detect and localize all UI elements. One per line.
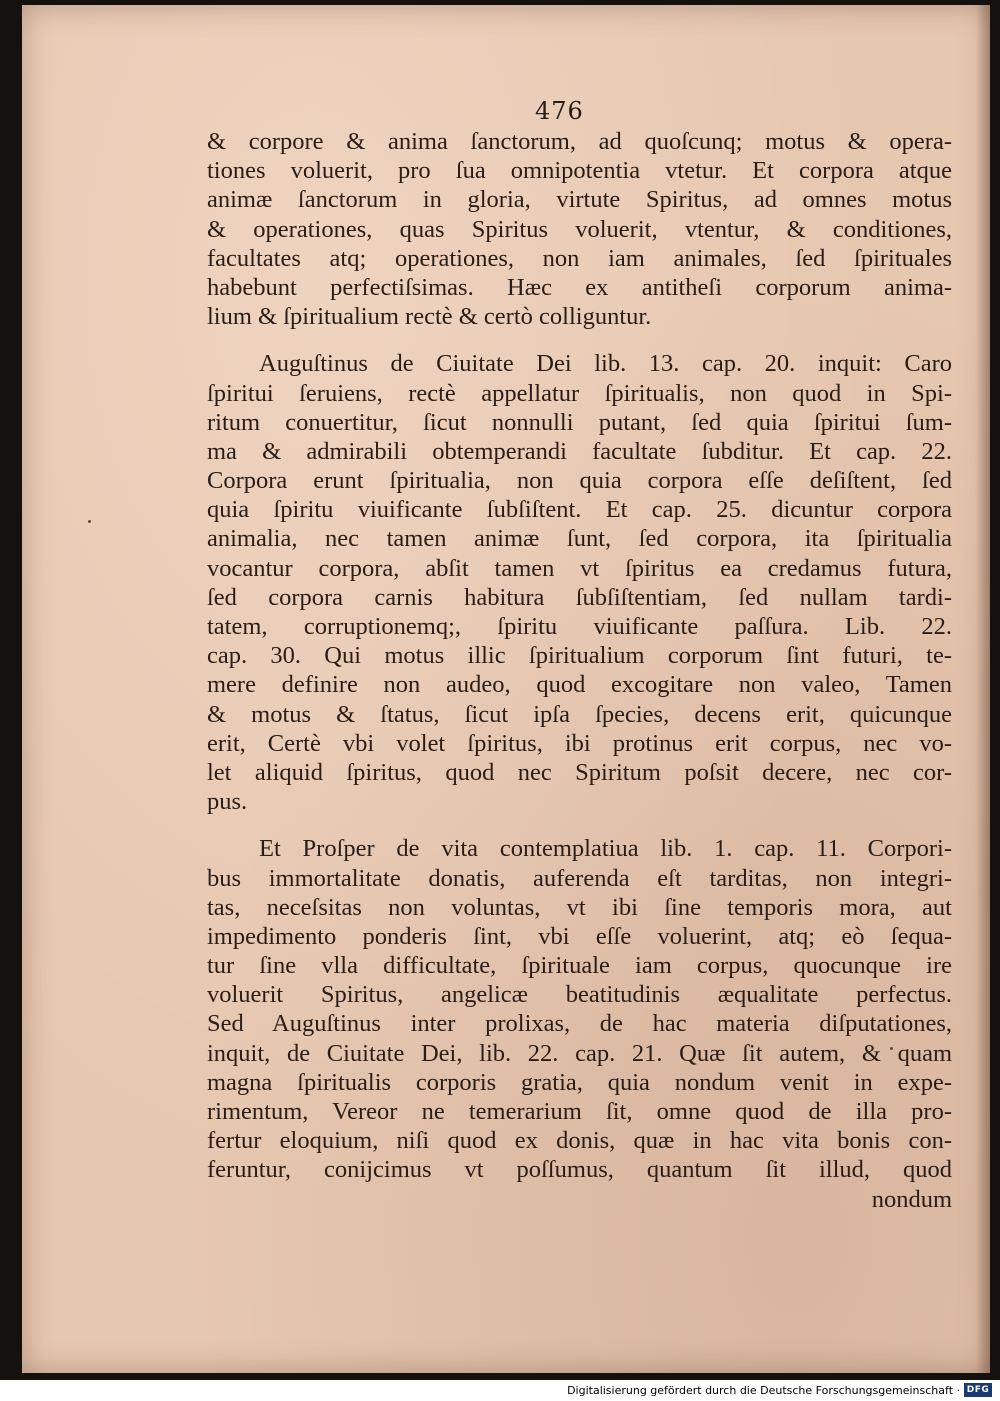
text-line: feruntur, conijcimus vt poſſumus, quantum ſit illud, quod: [207, 1156, 952, 1184]
text-line: impedimento ponderis ſint, vbi eſſe voluerint, atq; eò ſequa-: [207, 922, 952, 950]
dfg-logo: DFG: [964, 1383, 992, 1397]
text-line: & corpore & anima ſanctorum, ad quoſcunq; motus & opera-: [207, 128, 952, 155]
page-number: 476: [535, 97, 584, 125]
body-text: [207, 127, 952, 1214]
text-line: pus.: [207, 788, 248, 816]
text-line: lium & ſpiritualium rectè & certò colliguntur.: [207, 303, 652, 331]
paper-speck: [88, 520, 91, 523]
text-line: animæ ſanctorum in gloria, virtute Spiritus, ad omnes motus: [207, 186, 952, 214]
text-line: magna ſpiritualis corporis gratia, quia nondum venit in expe-: [207, 1068, 952, 1096]
text-line: cap. 30. Qui motus illic ſpiritualium corporum ſint futuri, te-: [207, 642, 952, 670]
paragraph-2: [207, 349, 952, 816]
text-line: mere definire non audeo, quod excogitare non valeo, Tamen: [207, 671, 952, 699]
paragraph-1: [207, 127, 952, 331]
text-line: & motus & ſtatus, ſicut ipſa ſpecies, decens erit, quicunque: [207, 700, 952, 728]
text-line: ma & admirabili obtemperandi facultate ſubditur. Et cap. 22.: [207, 437, 952, 465]
text-line: Corpora erunt ſpiritualia, non quia corpora eſſe deſiſtent, ſed: [207, 467, 952, 495]
paragraph-3: [207, 834, 952, 1213]
text-line: quia ſpiritu viuificante ſubſiſtent. Et cap. 25. dicuntur corpora: [207, 496, 952, 524]
text-line: tas, neceſsitas non voluntas, vt ibi ſine temporis mora, aut: [207, 893, 952, 921]
catchword: nondum: [871, 1185, 952, 1213]
text-line: bus immortalitate donatis, auferenda eſt tarditas, non integri-: [207, 864, 952, 892]
text-line: Sed Auguſtinus inter prolixas, de hac materia diſputationes,: [207, 1010, 952, 1038]
text-line: animalia, nec tamen animæ ſunt, ſed corpora, ita ſpiritualia: [207, 525, 952, 553]
text-line: inquit, de Ciuitate Dei, lib. 22. cap. 21. Quæ ſit autem, & quam: [207, 1039, 952, 1067]
text-line: ſpiritui ſeruiens, rectè appellatur ſpiritualis, non quod in Spi-: [207, 379, 952, 407]
text-line: fertur eloquium, niſi quod ex donis, quæ in hac vita bonis con-: [207, 1127, 952, 1155]
text-line: Auguſtinus de Ciuitate Dei lib. 13. cap. 20. inquit: Caro: [259, 350, 952, 378]
text-line: tiones voluerit, pro ſua omnipotentia vtetur. Et corpora atque: [207, 157, 952, 185]
text-line: rimentum, Vereor ne temerarium ſit, omne quod de illa pro-: [207, 1098, 952, 1125]
digitization-footer: [0, 1380, 1000, 1401]
text-line: facultates atq; operationes, non iam animales, ſed ſpirituales: [207, 244, 952, 272]
text-line: erit, Certè vbi volet ſpiritus, ibi protinus erit corpus, nec vo-: [207, 729, 952, 757]
funding-credit: Digitalisierung gefördert durch die Deutsche Forschungsgemeinschaft ·: [567, 1384, 960, 1397]
text-line: tatem, corruptionemq;, ſpiritu viuificante paſſura. Lib. 22.: [207, 613, 952, 640]
text-line: tur ſine vlla difficultate, ſpirituale iam corpus, quocunque ire: [207, 952, 952, 980]
text-line: habebunt perfectiſsimas. Hæc ex antitheſi corporum anima-: [207, 273, 952, 301]
text-line: ritum conuertitur, ſicut nonnulli putant, ſed quia ſpiritui ſum-: [207, 408, 952, 436]
text-line: voluerit Spiritus, angelicæ beatitudinis æqualitate perfectus.: [207, 981, 952, 1009]
page-edge-shadow: [976, 5, 990, 1373]
text-line: let aliquid ſpiritus, quod nec Spiritum poſsit decere, nec cor-: [207, 758, 952, 786]
text-line: ſed corpora carnis habitura ſubſiſtentiam, ſed nullam tardi-: [207, 583, 952, 611]
text-line: & operationes, quas Spiritus voluerit, vtentur, & conditiones,: [207, 215, 952, 243]
text-line: Et Proſper de vita contemplatiua lib. 1. cap. 11. Corpori-: [259, 835, 952, 863]
text-line: vocantur corpora, abſit tamen vt ſpiritus ea credamus futura,: [207, 554, 952, 582]
